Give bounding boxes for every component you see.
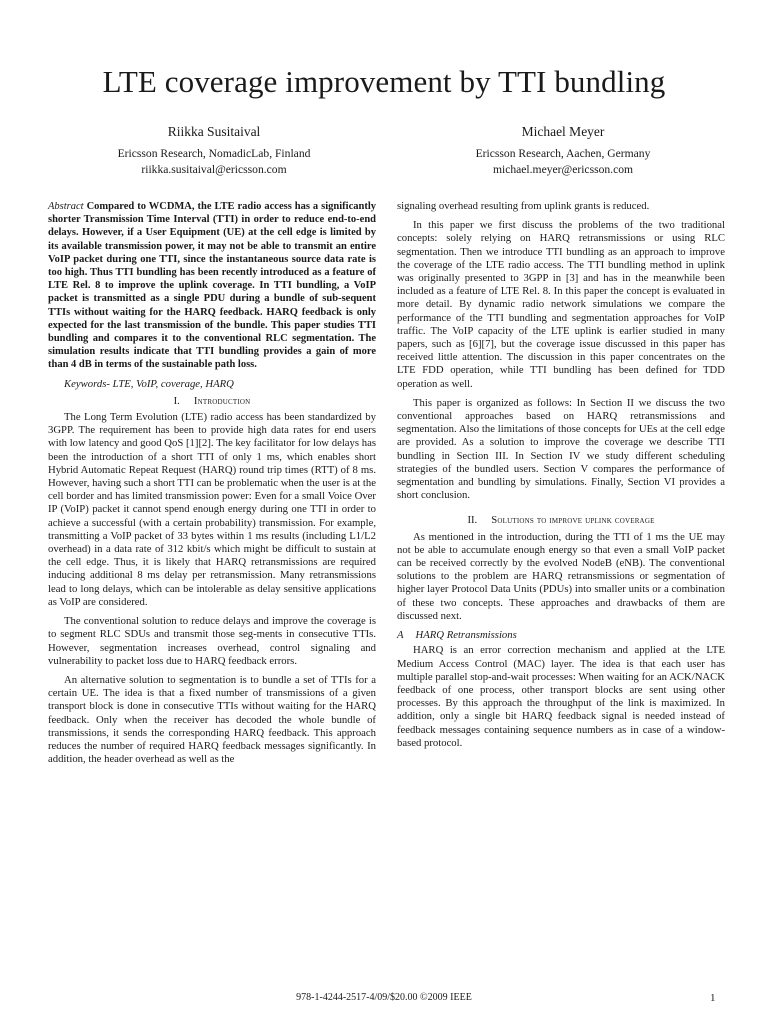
body-paragraph: HARQ is an error correction mechanism and applied at the LTE Medium Access Control (MAC) layer. The idea is that each user has multiple parallel stop-and-wait processes: When waiting for an ACK/NACK feedback of one process, other transport blocks are sent using other processes. By this approach the throughput of the link is maximized. In addition, only a single bit HARQ feedback signal is needed instead of feedback messages containing sequence numbers as in case of a window-based protocol. [397, 644, 725, 749]
author-block-2 [413, 124, 713, 178]
author-affiliation: Ericsson Research, NomadicLab, Finland [117, 147, 311, 160]
abstract-lead: Abstract [48, 201, 84, 212]
subsection-heading-a [397, 629, 725, 642]
author-name: Riikka Susitaival [167, 124, 261, 139]
author-block-1 [64, 124, 364, 178]
body-paragraph: signaling overhead resulting from uplink grants is reduced. [397, 200, 650, 212]
author-affiliation: Ericsson Research, Aachen, Germany [475, 147, 651, 160]
section-title: Solutions to improve uplink coverage [491, 514, 655, 527]
body-paragraph: This paper is organized as follows: In Section II we discuss the two conventional approaches based on HARQ retransmissions and segmentation. Also the limitations of those concepts for UEs at the cell edge are provided. As a solution to improve the coverage we describe TTI bundling in Section III. In Section IV we study different scheduling strategies of the bundled users. Section V compares the performance of segmentation and bundling by simulations. Finally, Section VI provides a short conclusion. [397, 396, 725, 502]
section-number: II. [467, 514, 478, 527]
author-email: michael.meyer@ericsson.com [492, 163, 634, 176]
abstract [48, 200, 376, 372]
body-paragraph: The Long Term Evolution (LTE) radio access has been standardized by 3GPP. The requirement has been to provide high data rates for end users with low latency and good QoS [1][2]. The key facilitator for low delays has been the introduction of a short TTI of only 1 ms, which enables short Hybrid Automatic Repeat Request (HARQ) round trip times (RTT) of 8 ms. However, having such a short TTI can be problematic when the user is at the cell border and has limited transmission power: Even for a small Voice Over IP (VoIP) packet it cannot spend enough energy during one TTI in order to achieve a successful (with a certain probability) transmission. For example, transmitting a VoIP packet of 33 bytes within 1 ms results (including L1/L2 overhead) in a data rate of 312 kbit/s which might be difficult to sustain at the cell edge. Thus, it is likely that HARQ retransmissions are required inducing additional 8 ms delay per retransmission. Many retransmissions lead to long delays, which can be intolerable as delay sensitive applications as VoIP are considered. [48, 411, 376, 608]
page-number: 1 [710, 992, 716, 1004]
section-heading-1 [48, 395, 376, 408]
keywords: Keywords- LTE, VoIP, coverage, HARQ [64, 377, 234, 390]
abstract-text: Compared to WCDMA, the LTE radio access has a significantly shorter Transmission Time Interval (TTI) in order to reduce end-to-end delays. However, if a User Equipment (UE) at the cell edge is limited by its available transmission power, it may not be able to transmit an entire VoIP packet during one TTI, since the instantaneous source data rate is too high. Thus TTI bundling has been recently introduced as a feature of LTE Rel. 8 to improve the uplink coverage. In TTI bundling, a VoIP packet is transmitted as a single PDU during a bundle of sub-sequent TTIs without waiting for the HARQ feedback. HARQ feedback is only expected for the last transmission of the bundle. This paper studies TTI bundling and compares it to the conventional RLC segmentation. The simulation results indicate that TTI bundling provides a gain of more than 4 dB in terms of the sustainable path loss. [48, 201, 377, 371]
subsection-title: HARQ Retransmissions [415, 629, 517, 642]
subsection-letter: A [397, 629, 404, 642]
author-name: Michael Meyer [521, 124, 605, 139]
left-column [48, 200, 376, 772]
section-heading-2 [397, 514, 725, 527]
body-paragraph: An alternative solution to segmentation is to bundle a set of TTIs for a certain UE. The idea is that a fixed number of transmissions of a given transport block is done in consecutive TTIs without waiting for the HARQ feedback. Only when the receiver has decoded the whole bundle of transmissions, it sends the corresponding HARQ feedback. This approach reduces the number of required HARQ feedback messages significantly. In addition, the header overhead as well as the [48, 673, 376, 766]
body-paragraph: As mentioned in the introduction, during the TTI of 1 ms the UE may not be able to accumulate enough energy so that even a small VoIP packet can be received correctly by the evolved NodeB (eNB). The conventional solutions to the problem are HARQ retransmissions or segmentation of higher layer Protocol Data Units (PDUs) into smaller units or a combination of these two concepts. These approaches and drawbacks of them are discussed next. [397, 530, 725, 622]
body-paragraph: The conventional solution to reduce delays and improve the coverage is to segment RLC SDUs and transmit those seg-ments in consecutive TTIs. However, segmentation increases overhead, control signaling and vulnerability to packet loss due to HARQ feedback errors. [48, 615, 376, 667]
section-number: I. [173, 394, 180, 407]
author-email: riikka.susitaival@ericsson.com [141, 163, 287, 176]
body-paragraph: In this paper we first discuss the problems of the two traditional concepts: solely relying on HARQ retransmissions or using RLC segmentation. Then we introduce TTI bundling as an approach to improve the coverage of the LTE radio access. The TTI bundling method in uplink was originally presented to 3GPP in [3] and has in the meanwhile been included as a feature of LTE Rel. 8. In this paper the concept is evaluated in more detail. By dynamic radio network simulations we compare the performance of the TTI bundling and segmentation approaches for VoIP traffic. The VoIP capacity of the LTE uplink is earlier studied in many papers, such as [6][7], but the coverage issue discussed in this paper has received little attention. The discussion in this paper concentrates on the LTE FDD operation, while TTI bundling has been defined for TDD operation as well. [397, 219, 725, 390]
paper-title: LTE coverage improvement by TTI bundling [102, 64, 666, 99]
copyright-footer: 978-1-4244-2517-4/09/$20.00 ©2009 IEEE [296, 992, 472, 1003]
section-title: Introduction [193, 394, 251, 407]
right-column [397, 200, 725, 756]
